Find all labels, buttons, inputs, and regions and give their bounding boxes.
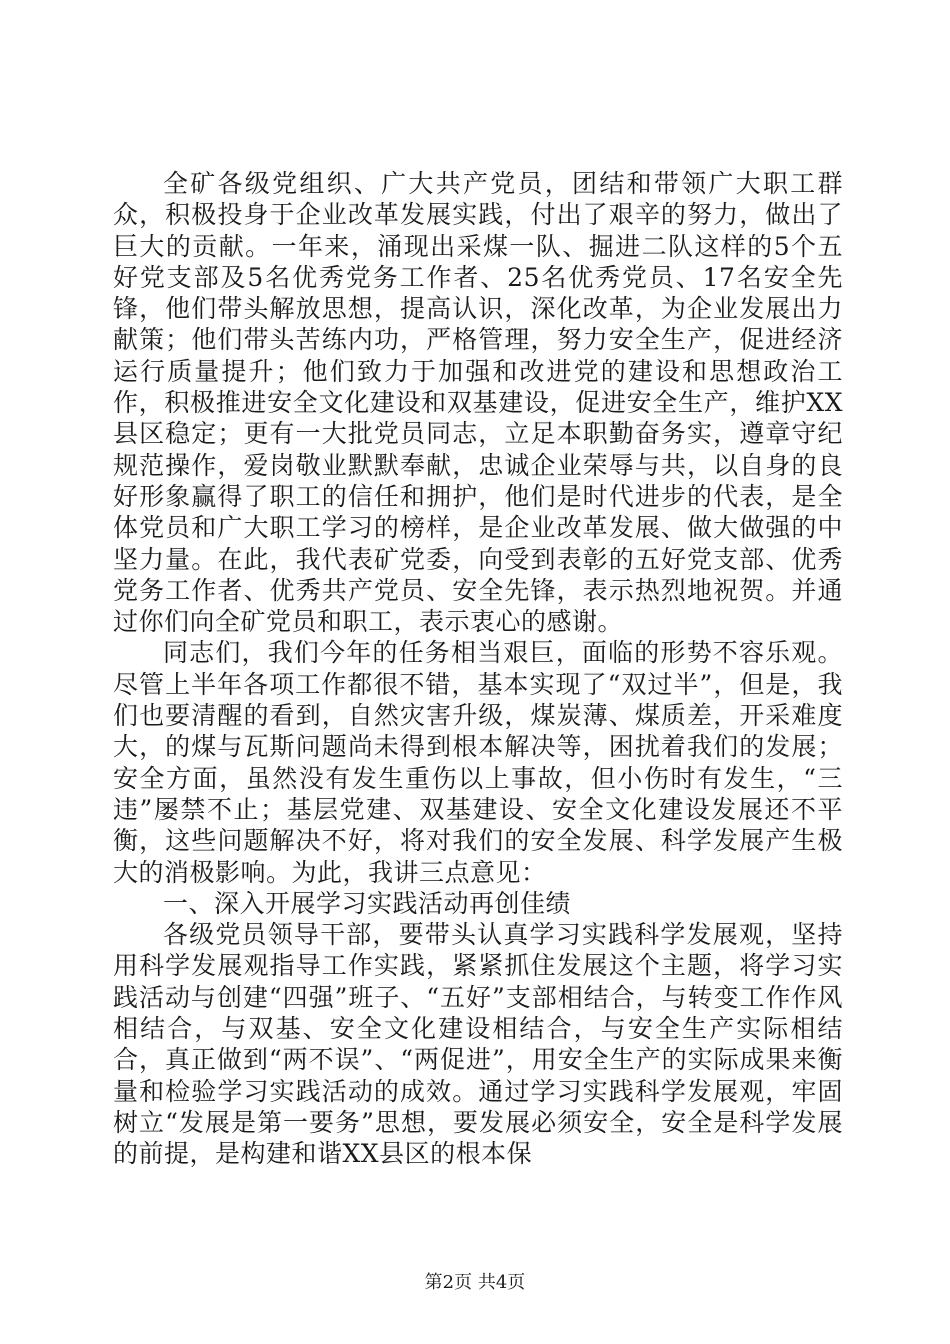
document-body <box>113 168 843 1170</box>
body-paragraph-3: 各级党员领导干部，要带头认真学习实践科学发展观，坚持用科学发展观指导工作实践，紧紧抓住发展这个主题，将学习实践活动与创建“四强”班子、“五好”支部相结合，与转变工作作风相结合，与双基、安全文化建设相结合，与安全生产实际相结合，真正做到“两不误”、“两促进”，用安全生产的实际成果来衡量和检验学习实践活动的成效。通过学习实践科学发展观，牢固树立“发展是第一要务”思想，要发展必须安全，安全是科学发展的前提，是构建和谐XX县区的根本保 <box>113 920 843 1169</box>
body-paragraph-2: 同志们，我们今年的任务相当艰巨，面临的形势不容乐观。尽管上半年各项工作都很不错，基本实现了“双过半”，但是，我们也要清醒的看到，自然灾害升级，煤炭薄、煤质差，开采难度大，的煤与瓦斯问题尚未得到根本解决等，困扰着我们的发展；安全方面，虽然没有发生重伤以上事故，但小伤时有发生，“三违”屡禁不止；基层党建、双基建设、安全文化建设发展还不平衡，这些问题解决不好，将对我们的安全发展、科学发展产生极大的消极影响。为此，我讲三点意见： <box>113 638 843 887</box>
body-paragraph-1: 全矿各级党组织、广大共产党员，团结和带领广大职工群众，积极投身于企业改革发展实践，付出了艰辛的努力，做出了巨大的贡献。一年来，涌现出采煤一队、掘进二队这样的5个五好党支部及5名优秀党务工作者、25名优秀党员、17名安全先锋，他们带头解放思想，提高认识，深化改革，为企业发展出力献策；他们带头苦练内功，严格管理，努力安全生产，促进经济运行质量提升；他们致力于加强和改进党的建设和思想政治工作，积极推进安全文化建设和双基建设，促进安全生产，维护XX县区稳定；更有一大批党员同志，立足本职勤奋务实，遵章守纪规范操作，爱岗敬业默默奉献，忠诚企业荣辱与共，以自身的良好形象赢得了职工的信任和拥护，他们是时代进步的代表，是全体党员和广大职工学习的榜样，是企业改革发展、做大做强的中坚力量。在此，我代表矿党委，向受到表彰的五好党支部、优秀党务工作者、优秀共产党员、安全先锋，表示热烈地祝贺。并通过你们向全矿党员和职工，表示衷心的感谢。 <box>113 169 843 637</box>
section-heading: 一、深入开展学习实践活动再创佳绩 <box>163 888 572 918</box>
page-number-footer: 第2页 共4页 <box>424 1272 526 1293</box>
